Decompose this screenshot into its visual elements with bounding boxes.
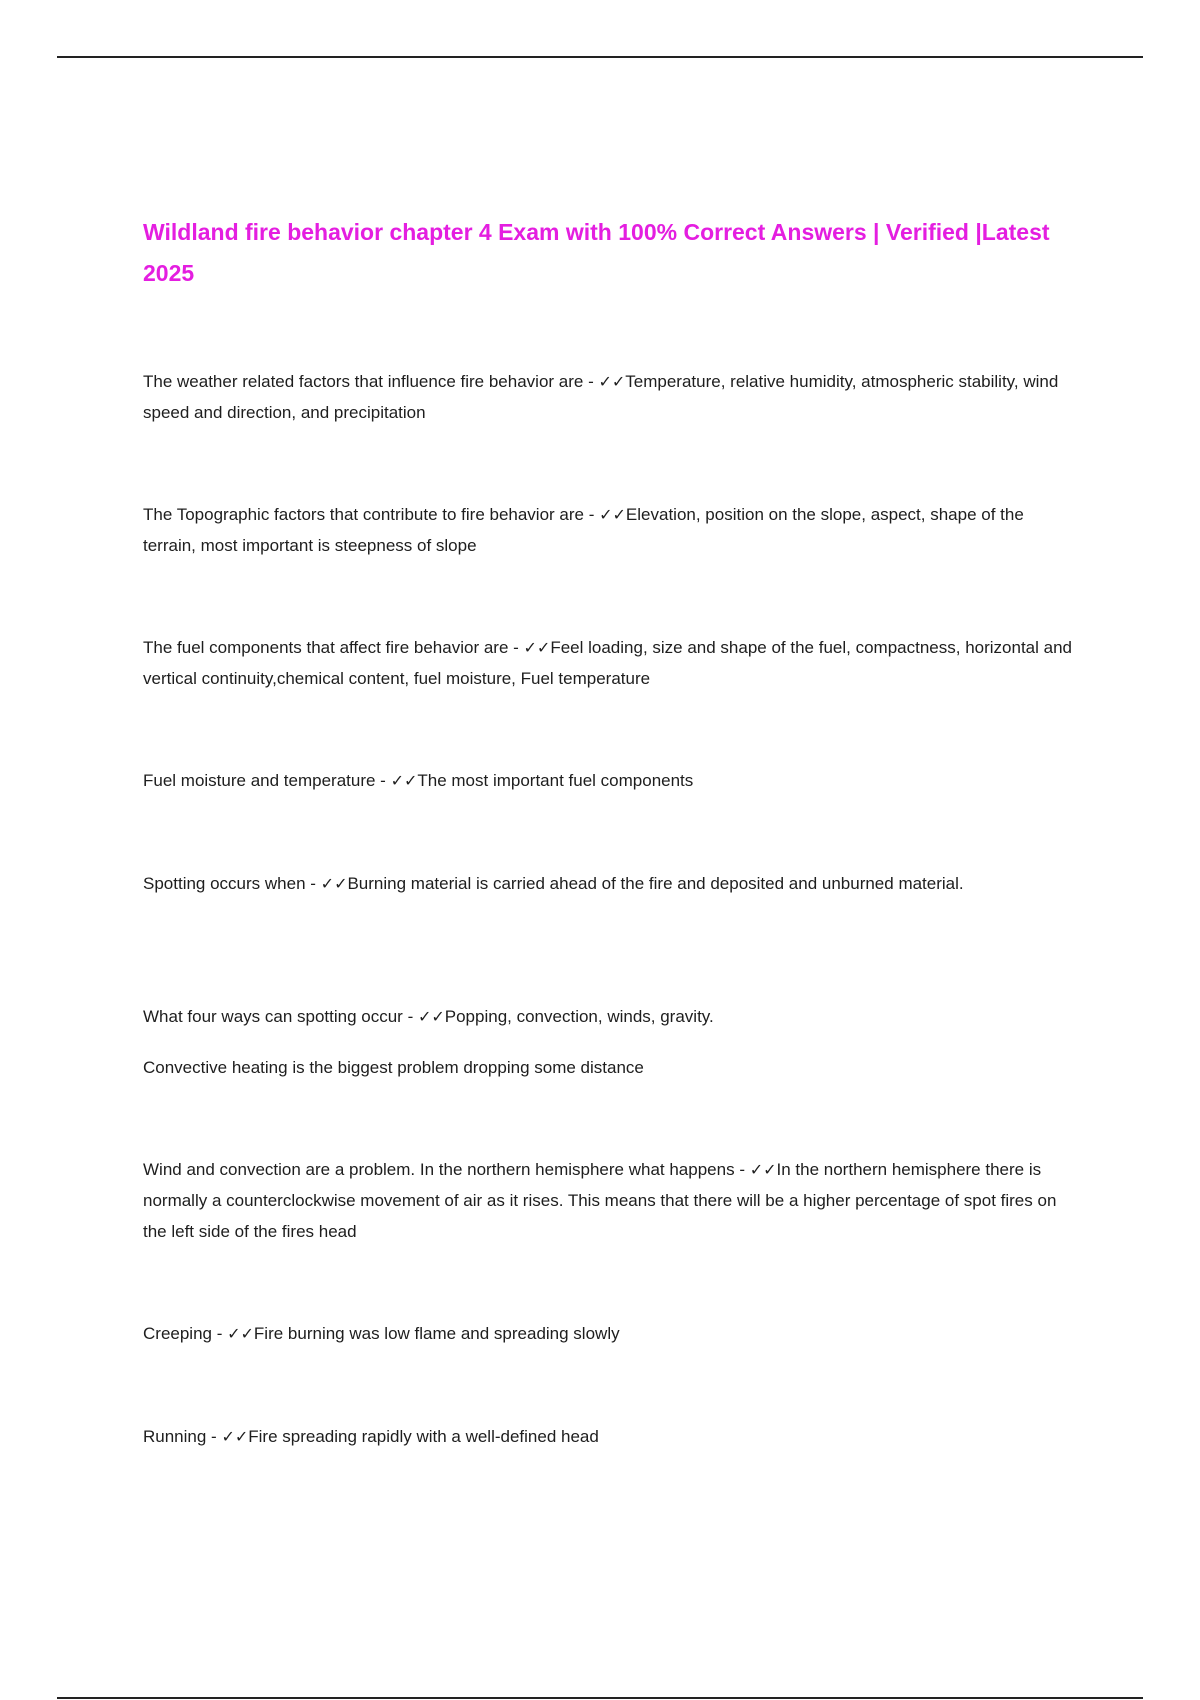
document-title: Wildland fire behavior chapter 4 Exam with 100% Correct Answers | Verified |Latest 2025 [143, 219, 1050, 286]
question-text: Wind and convection are a problem. In the northern hemisphere what happens [143, 1160, 735, 1179]
check-mark-icon: ✓✓ [417, 1007, 445, 1026]
check-mark-icon: ✓✓ [599, 505, 626, 524]
qa-item-fuel-moisture [143, 765, 1073, 796]
qa-item-topographic [143, 499, 1073, 561]
qa-item-weather [143, 366, 1073, 428]
separator: - [508, 638, 524, 657]
separator: - [305, 874, 321, 893]
top-rule [57, 56, 1143, 58]
qa-item-running [143, 1421, 1073, 1452]
separator: - [583, 372, 599, 391]
separator: - [584, 505, 600, 524]
qa-item-creeping [143, 1318, 1073, 1349]
question-text: Running [143, 1427, 207, 1446]
qa-item-spotting [143, 868, 1073, 899]
check-mark-icon: ✓✓ [221, 1427, 249, 1446]
answer-text: Elevation, position on the slope, aspect, shape of the terrain, most important is steepness of slope [143, 505, 1024, 555]
check-mark-icon: ✓✓ [523, 638, 551, 657]
answer-text: Fire spreading rapidly with a well-defined head [248, 1427, 599, 1446]
bottom-rule [57, 1697, 1143, 1699]
qa-item-note: Convective heating is the biggest problem dropping some distance [143, 1058, 644, 1077]
question-text: Creeping [143, 1324, 212, 1343]
answer-text: Popping, convection, winds, gravity. [444, 1007, 714, 1026]
qa-item-wind-convection [143, 1154, 1073, 1247]
separator: - [402, 1007, 418, 1026]
qa-item-spotting-ways [143, 1001, 1073, 1032]
answer-text: Burning material is carried ahead of the fire and deposited and unburned material. [347, 874, 964, 893]
question-text: The Topographic factors that contribute to fire behavior are [143, 505, 584, 524]
question-text: The fuel components that affect fire behavior are [143, 638, 509, 657]
check-mark-icon: ✓✓ [320, 874, 348, 893]
question-text: Fuel moisture and temperature [143, 771, 376, 790]
question-text: What four ways can spotting occur [143, 1007, 403, 1026]
separator: - [734, 1160, 750, 1179]
qa-item-fuel-components [143, 632, 1073, 694]
check-mark-icon: ✓✓ [749, 1160, 777, 1179]
separator: - [212, 1324, 228, 1343]
check-mark-icon: ✓✓ [390, 771, 418, 790]
answer-text: The most important fuel components [417, 771, 694, 790]
answer-text: Feel loading, size and shape of the fuel, compactness, horizontal and vertical continuity,chemical content, fuel moisture, Fuel temperature [143, 638, 1072, 688]
question-text: The weather related factors that influence fire behavior are [143, 372, 584, 391]
check-mark-icon: ✓✓ [227, 1324, 254, 1343]
question-text: Spotting occurs when [143, 874, 306, 893]
separator: - [206, 1427, 222, 1446]
answer-text: Fire burning was low flame and spreading slowly [253, 1324, 620, 1343]
answer-text: Temperature, relative humidity, atmospheric stability, wind speed and direction, and precipitation [143, 372, 1059, 422]
check-mark-icon: ✓✓ [598, 372, 626, 391]
separator: - [375, 771, 391, 790]
answer-text: In the northern hemisphere there is normally a counterclockwise movement of air as it rises. This means that there will be a higher percentage of spot fires on the left side of the fires head [143, 1160, 1057, 1241]
